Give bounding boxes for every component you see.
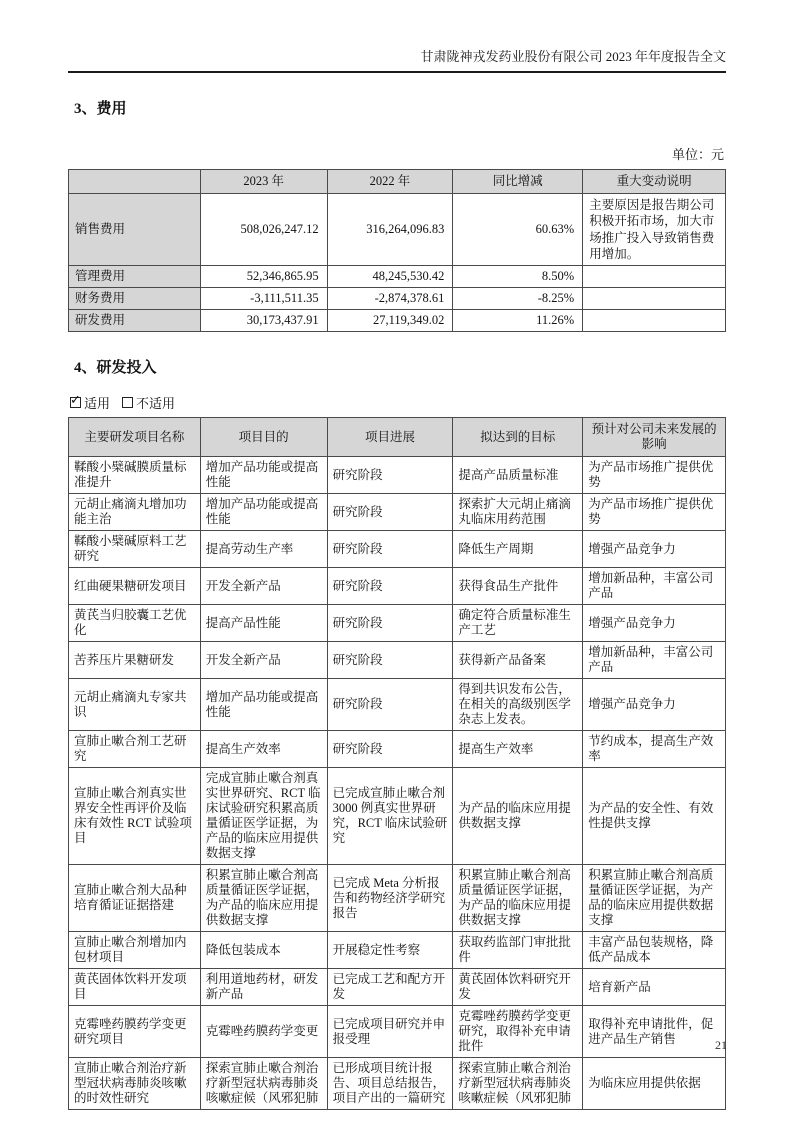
project-goal-cell: 降低生产周期 [453, 531, 583, 568]
column-header: 重大变动说明 [583, 170, 726, 194]
project-purpose-cell: 提高产品性能 [200, 605, 327, 642]
project-goal-cell: 积累宣肺止嗽合剂高质量循证医学证据，为产品的临床应用提供数据支撑 [453, 865, 583, 932]
project-goal-cell: 提高产品质量标准 [453, 457, 583, 494]
expense-row-label: 研发费用 [69, 310, 201, 332]
project-name-cell: 黄芪当归胶囊工艺优化 [69, 605, 201, 642]
project-name-cell: 元胡止痛滴丸增加功能主治 [69, 494, 201, 531]
project-goal-cell: 探索宣肺止嗽合剂治疗新型冠状病毒肺炎咳嗽症候（风邪犯肺 [453, 1058, 583, 1110]
table-row [69, 731, 726, 768]
expenses-table-header [69, 170, 726, 194]
project-name-cell: 宣肺止嗽合剂增加内包材项目 [69, 932, 201, 969]
expense-value-2022: -2,874,378.61 [327, 288, 453, 310]
project-goal-cell: 确定符合质量标准生产工艺 [453, 605, 583, 642]
table-row [69, 679, 726, 731]
project-goal-cell: 克霉唑药膜药学变更研究，取得补充申请批件 [453, 1006, 583, 1058]
column-header: 2022 年 [327, 170, 453, 194]
project-progress-cell: 研究阶段 [327, 642, 453, 679]
expense-row-label: 管理费用 [69, 266, 201, 288]
header-row [69, 418, 726, 457]
project-progress-cell: 开展稳定性考察 [327, 932, 453, 969]
table-row [69, 605, 726, 642]
project-goal-cell: 得到共识发布公告，在相关的高级别医学杂志上发表。 [453, 679, 583, 731]
rnd-table-header [69, 418, 726, 457]
column-header: 项目目的 [200, 418, 327, 457]
table-row [69, 768, 726, 865]
document-header-title: 甘肃陇神戎发药业股份有限公司 2023 年年度报告全文 [420, 49, 726, 64]
expense-value-2022: 316,264,096.83 [327, 194, 453, 266]
table-row [69, 865, 726, 932]
project-impact-cell: 为临床应用提供依据 [583, 1058, 726, 1110]
project-name-cell: 鞣酸小檗碱原料工艺研究 [69, 531, 201, 568]
project-progress-cell: 已形成项目统计报告、项目总结报告，项目产出的一篇研究 [327, 1058, 453, 1110]
expense-change-note [583, 266, 726, 288]
project-progress-cell: 研究阶段 [327, 568, 453, 605]
project-name-cell: 宣肺止嗽合剂工艺研究 [69, 731, 201, 768]
page-content [68, 97, 726, 1110]
project-name-cell: 宣肺止嗽合剂真实世界安全性再评价及临床有效性 RCT 试验项目 [69, 768, 201, 865]
project-progress-cell: 研究阶段 [327, 494, 453, 531]
project-progress-cell: 研究阶段 [327, 531, 453, 568]
project-progress-cell: 已完成 Meta 分析报告和药物经济学研究报告 [327, 865, 453, 932]
project-name-cell: 元胡止痛滴丸专家共识 [69, 679, 201, 731]
expense-value-2022: 27,119,349.02 [327, 310, 453, 332]
check-icon: ✓ [70, 393, 81, 408]
project-impact-cell: 为产品市场推广提供优势 [583, 494, 726, 531]
project-impact-cell: 为产品的安全性、有效性提供支撑 [583, 768, 726, 865]
project-purpose-cell: 开发全新产品 [200, 642, 327, 679]
section-heading-rnd: 4、研发投入 [74, 360, 157, 376]
project-purpose-cell: 降低包装成本 [200, 932, 327, 969]
project-name-cell: 鞣酸小檗碱膜质量标准提升 [69, 457, 201, 494]
expense-yoy-change: 60.63% [453, 194, 583, 266]
column-header: 主要研发项目名称 [69, 418, 201, 457]
page-number: 21 [715, 1038, 727, 1052]
column-header: 预计对公司未来发展的影响 [583, 418, 726, 457]
project-progress-cell: 已完成工艺和配方开发 [327, 969, 453, 1006]
expense-value-2023: -3,111,511.35 [200, 288, 327, 310]
applicable-checkbox[interactable] [70, 393, 81, 408]
project-goal-cell: 提高生产效率 [453, 731, 583, 768]
project-impact-cell: 取得补充申请批件，促进产品生产销售 [583, 1006, 726, 1058]
expenses-table-body [69, 194, 726, 332]
project-impact-cell: 增强产品竞争力 [583, 531, 726, 568]
project-name-cell: 宣肺止嗽合剂大品种培育循证证据搭建 [69, 865, 201, 932]
project-name-cell: 红曲硬果糖研发项目 [69, 568, 201, 605]
project-goal-cell: 探索扩大元胡止痛滴丸临床用药范围 [453, 494, 583, 531]
table-row [69, 932, 726, 969]
expense-value-2023: 30,173,437.91 [200, 310, 327, 332]
expense-row-label: 财务费用 [69, 288, 201, 310]
project-impact-cell: 增加新品种，丰富公司产品 [583, 642, 726, 679]
project-progress-cell: 研究阶段 [327, 457, 453, 494]
project-name-cell: 苦荞压片果糖研发 [69, 642, 201, 679]
project-purpose-cell: 积累宣肺止嗽合剂高质量循证医学证据，为产品的临床应用提供数据支撑 [200, 865, 327, 932]
table-row [69, 642, 726, 679]
applicable-label: 适用 [84, 396, 111, 411]
expense-yoy-change: 11.26% [453, 310, 583, 332]
project-purpose-cell: 克霉唑药膜药学变更 [200, 1006, 327, 1058]
table-row [69, 457, 726, 494]
project-goal-cell: 为产品的临床应用提供数据支撑 [453, 768, 583, 865]
table-row [69, 288, 726, 310]
applicability-row [70, 393, 726, 412]
project-purpose-cell: 增加产品功能或提高性能 [200, 457, 327, 494]
not-applicable-option [122, 393, 175, 412]
project-purpose-cell: 完成宣肺止嗽合剂真实世界研究、RCT 临床试验研究积累高质量循证医学证据，为产品的临床应用提供数据支撑 [200, 768, 327, 865]
column-header: 项目进展 [327, 418, 453, 457]
expense-row-label: 销售费用 [69, 194, 201, 266]
project-impact-cell: 丰富产品包装规格，降低产品成本 [583, 932, 726, 969]
project-purpose-cell: 增加产品功能或提高性能 [200, 494, 327, 531]
project-name-cell: 克霉唑药膜药学变更研究项目 [69, 1006, 201, 1058]
project-goal-cell: 获取药监部门审批批件 [453, 932, 583, 969]
expense-change-note: 主要原因是报告期公司积极开拓市场，加大市场推广投入导致销售费用增加。 [583, 194, 726, 266]
not-applicable-label: 不适用 [136, 396, 176, 411]
project-purpose-cell: 利用道地药材，研发新产品 [200, 969, 327, 1006]
column-header: 同比增减 [453, 170, 583, 194]
rnd-table-body [69, 457, 726, 1110]
project-purpose-cell: 开发全新产品 [200, 568, 327, 605]
document-header [68, 46, 726, 73]
project-progress-cell: 研究阶段 [327, 731, 453, 768]
section-heading-expenses: 3、费用 [74, 101, 127, 117]
project-impact-cell: 增加新品种，丰富公司产品 [583, 568, 726, 605]
project-impact-cell: 积累宣肺止嗽合剂高质量循证医学证据，为产品的临床应用提供数据支撑 [583, 865, 726, 932]
unit-label: 单位：元 [671, 147, 724, 162]
project-progress-cell: 研究阶段 [327, 679, 453, 731]
table-row [69, 1058, 726, 1110]
expenses-table [68, 169, 726, 332]
expense-change-note [583, 310, 726, 332]
project-progress-cell: 已完成宣肺止嗽合剂 3000 例真实世界研究，RCT 临床试验研究 [327, 768, 453, 865]
project-impact-cell: 为产品市场推广提供优势 [583, 457, 726, 494]
project-impact-cell: 培育新产品 [583, 969, 726, 1006]
project-goal-cell: 黄芪固体饮料研究开发 [453, 969, 583, 1006]
not-applicable-checkbox[interactable] [122, 397, 133, 408]
expense-change-note [583, 288, 726, 310]
project-progress-cell: 研究阶段 [327, 605, 453, 642]
table-row [69, 494, 726, 531]
expense-value-2023: 508,026,247.12 [200, 194, 327, 266]
project-purpose-cell: 提高劳动生产率 [200, 531, 327, 568]
project-goal-cell: 获得食品生产批件 [453, 568, 583, 605]
expense-value-2022: 48,245,530.42 [327, 266, 453, 288]
expense-value-2023: 52,346,865.95 [200, 266, 327, 288]
table-row [69, 194, 726, 266]
table-row [69, 266, 726, 288]
project-purpose-cell: 增加产品功能或提高性能 [200, 679, 327, 731]
project-impact-cell: 节约成本，提高生产效率 [583, 731, 726, 768]
project-name-cell: 黄芪固体饮料开发项目 [69, 969, 201, 1006]
project-impact-cell: 增强产品竞争力 [583, 679, 726, 731]
rnd-projects-table [68, 417, 726, 1110]
expense-yoy-change: 8.50% [453, 266, 583, 288]
table-row [69, 969, 726, 1006]
project-name-cell: 宣肺止嗽合剂治疗新型冠状病毒肺炎咳嗽的时效性研究 [69, 1058, 201, 1110]
table-row [69, 531, 726, 568]
header-row [69, 170, 726, 194]
project-purpose-cell: 探索宣肺止嗽合剂治疗新型冠状病毒肺炎咳嗽症候（风邪犯肺 [200, 1058, 327, 1110]
table-row [69, 1006, 726, 1058]
project-purpose-cell: 提高生产效率 [200, 731, 327, 768]
column-header [69, 170, 201, 194]
table-row [69, 568, 726, 605]
applicable-option [70, 393, 110, 412]
expense-yoy-change: -8.25% [453, 288, 583, 310]
table-row [69, 310, 726, 332]
column-header: 2023 年 [200, 170, 327, 194]
project-progress-cell: 已完成项目研究并申报受理 [327, 1006, 453, 1058]
project-goal-cell: 获得新产品备案 [453, 642, 583, 679]
project-impact-cell: 增强产品竞争力 [583, 605, 726, 642]
column-header: 拟达到的目标 [453, 418, 583, 457]
